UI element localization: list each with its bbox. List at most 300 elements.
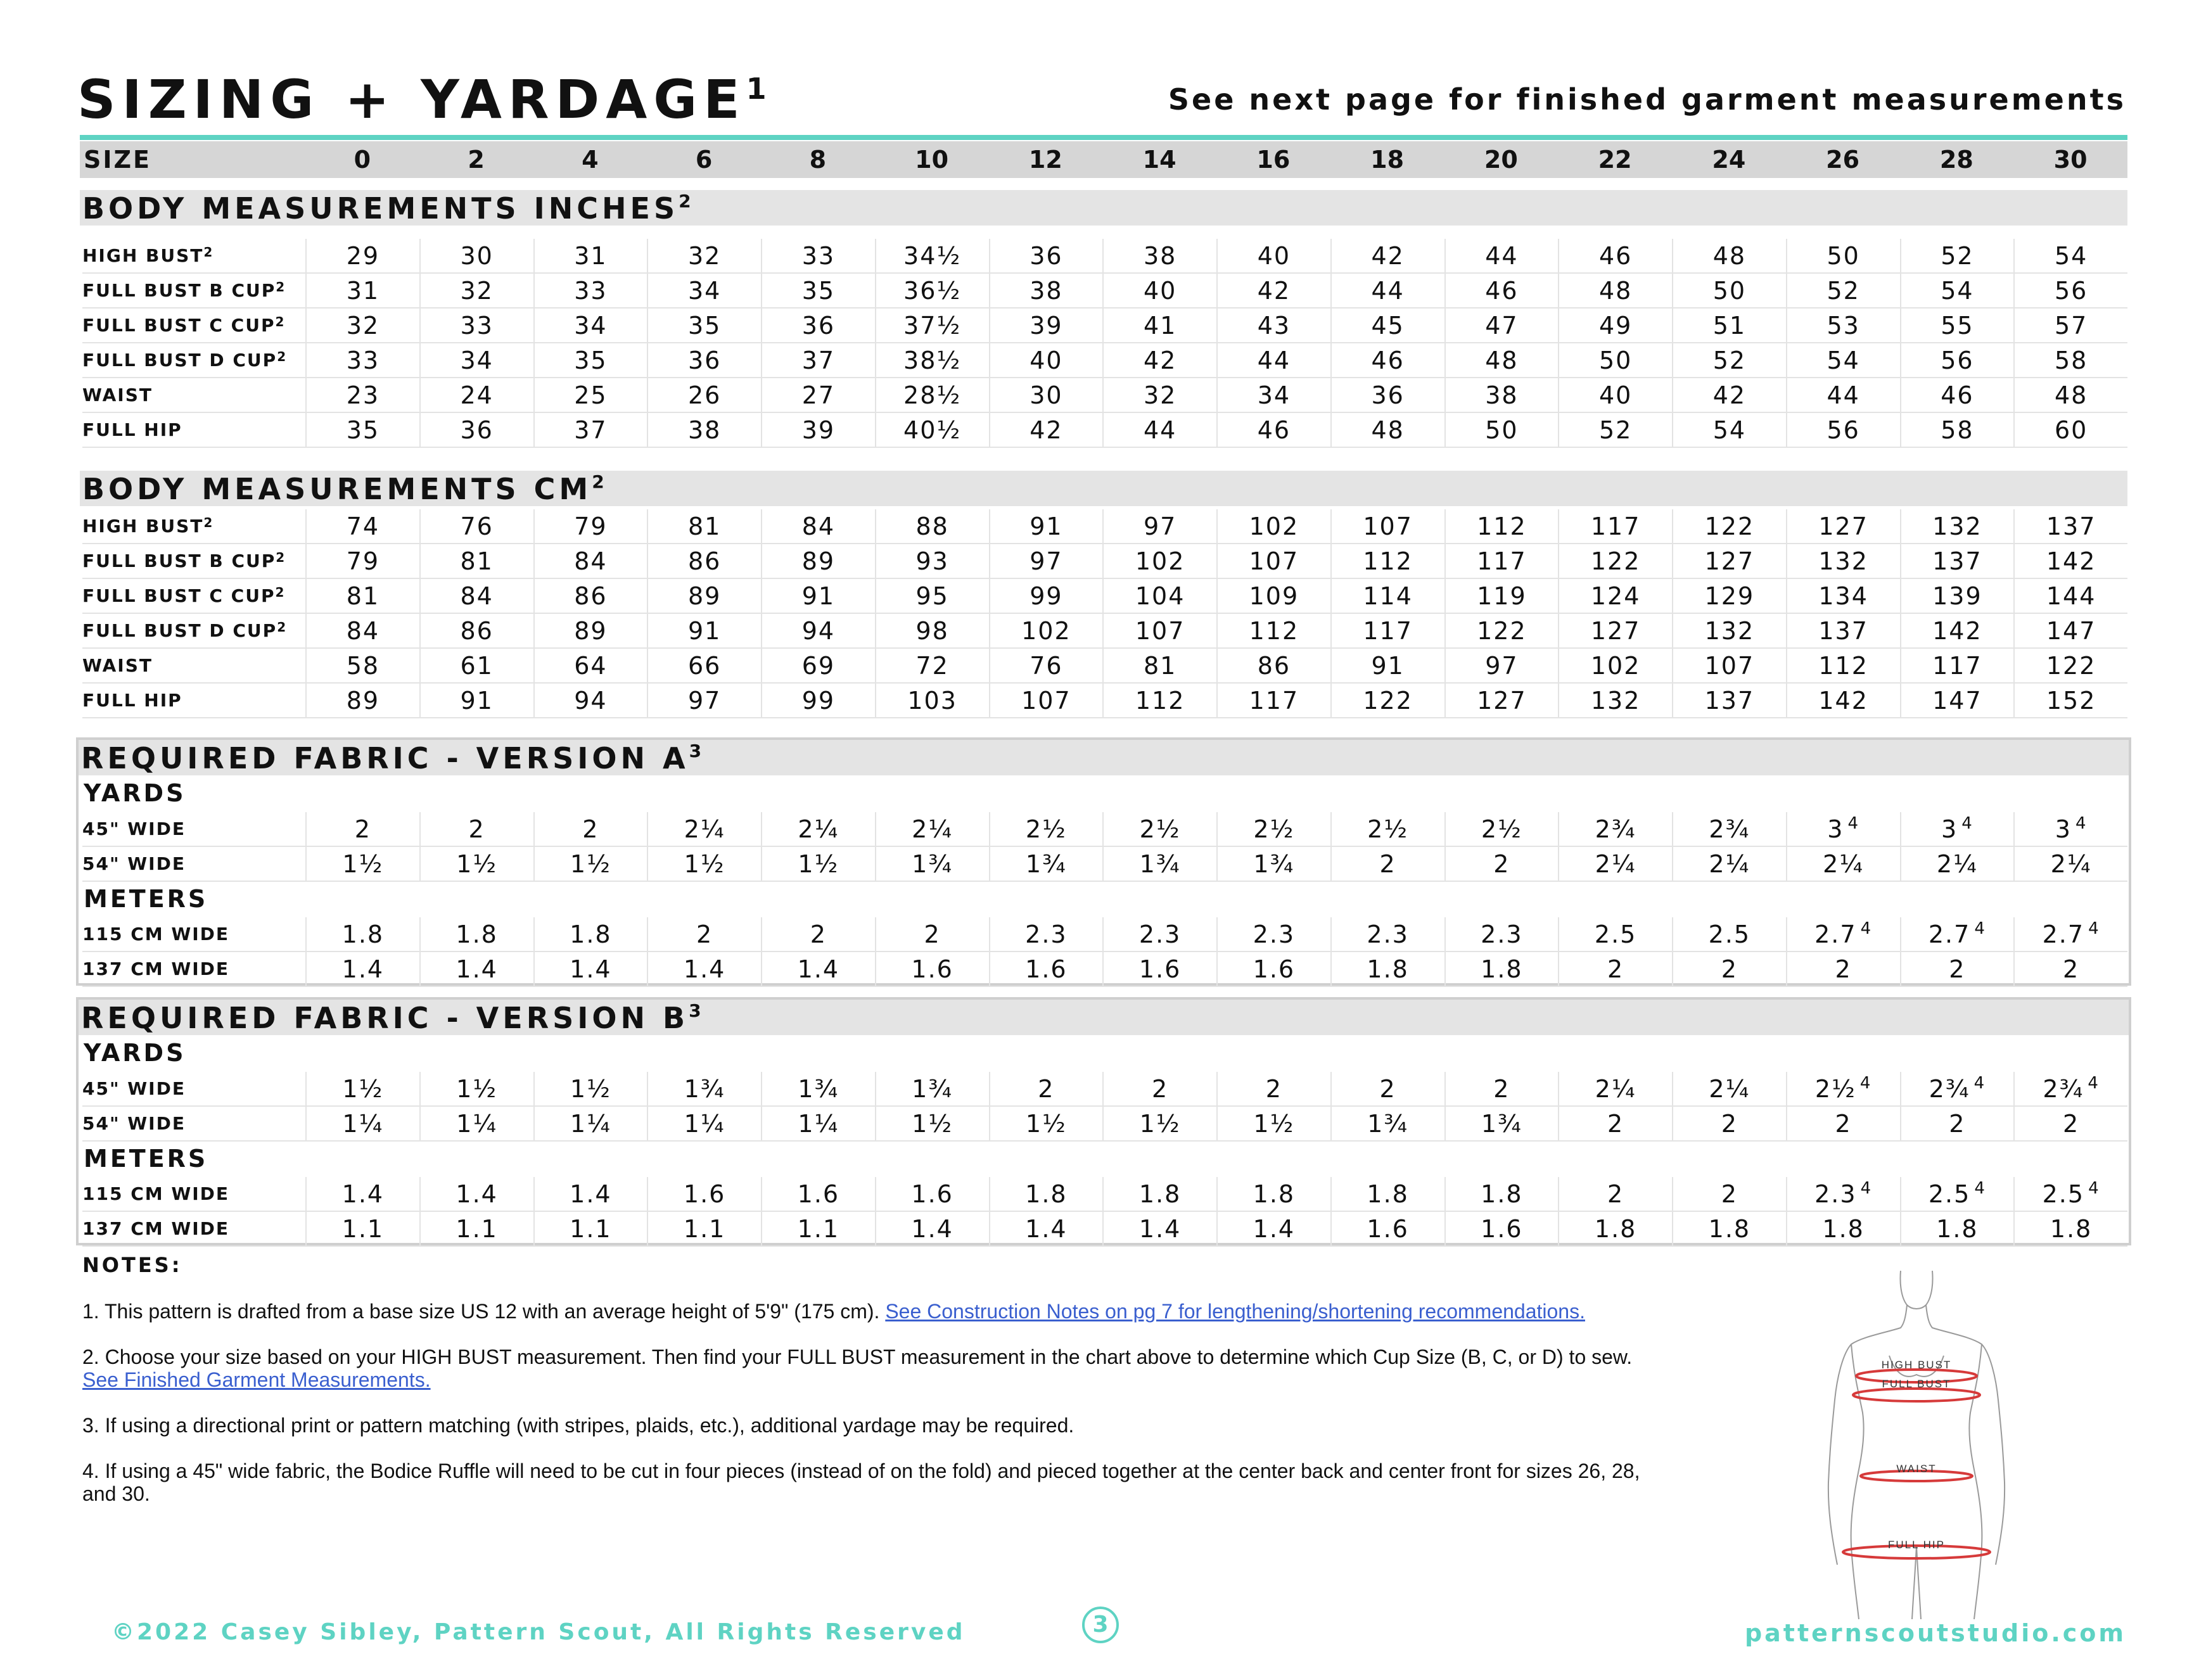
table-cell [1216, 343, 1330, 377]
table-cell [533, 649, 647, 682]
table-cell [989, 544, 1103, 578]
cell-value: 147 [1932, 687, 1982, 715]
table-cell [875, 544, 989, 578]
row-label-text: 54" WIDE [82, 1113, 186, 1134]
table-cell [1900, 544, 2014, 578]
table-cell [1786, 1212, 1900, 1245]
table-cell [1786, 274, 1900, 307]
cell-value: 124 [1590, 582, 1641, 610]
table-cell [305, 684, 419, 717]
cell-value: 1.8 [1594, 1215, 1637, 1243]
table-cell [419, 1107, 533, 1140]
cell-value: 51 [1712, 312, 1747, 340]
website-link[interactable]: patternscoutstudio.com [1744, 1619, 2126, 1647]
table-cell [875, 239, 989, 272]
cell-value: 81 [460, 547, 494, 575]
full-bust-label: FULL BUST [1882, 1378, 1951, 1390]
cell-value: 38 [687, 416, 722, 444]
table-cell [533, 917, 647, 951]
version-a-heading [79, 740, 2129, 775]
cell-value: 1.8 [1253, 1180, 1296, 1208]
table-cell [989, 309, 1103, 342]
table-cell [1444, 378, 1559, 412]
cell-value: 37 [801, 347, 836, 374]
cell-value: 44 [1485, 242, 1519, 270]
table-cell [419, 917, 533, 951]
cell-value: 1.8 [2050, 1215, 2093, 1243]
cell-value: 84 [460, 582, 494, 610]
table-cell [1216, 413, 1330, 447]
size-header-cell: 8 [809, 146, 827, 174]
table-cell [875, 579, 989, 613]
table-row [82, 1072, 2127, 1107]
table-cell [761, 1177, 875, 1211]
body-measurement-figure [1812, 1267, 2021, 1622]
table-cell [2013, 917, 2127, 951]
cell-value: 41 [1143, 312, 1177, 340]
table-cell [989, 509, 1103, 543]
cell-value: 1¾ [684, 1075, 725, 1103]
table-cell [1444, 274, 1559, 307]
table-cell [1102, 1072, 1216, 1105]
row-label [82, 550, 305, 571]
cell-footnote: 4 [2088, 1179, 2100, 1198]
table-cell [1330, 812, 1444, 846]
cell-value: 97 [687, 687, 722, 715]
size-header-cell: 18 [1370, 146, 1405, 174]
row-cells [305, 1212, 2127, 1245]
table-cell [1444, 1072, 1559, 1105]
cell-value: 2.3 [1025, 920, 1068, 948]
cell-value: 1.6 [1481, 1215, 1523, 1243]
cell-value: 76 [460, 512, 494, 540]
table-cell [1672, 509, 1786, 543]
table-cell [533, 847, 647, 881]
row-label-text: 45" WIDE [82, 1078, 186, 1099]
finished-garment-link[interactable]: See Finished Garment Measurements. [82, 1368, 431, 1391]
table-cell [1672, 1072, 1786, 1105]
table-cell [989, 413, 1103, 447]
cell-value: 127 [1818, 512, 1868, 540]
table-cell [1558, 952, 1672, 986]
size-header-row [80, 141, 2127, 178]
cell-value: 1½ [456, 850, 498, 878]
table-cell [1330, 614, 1444, 647]
table-cell [1672, 684, 1786, 717]
cell-value: 66 [687, 652, 722, 680]
table-cell [1102, 274, 1216, 307]
table-cell [305, 509, 419, 543]
table-cell [647, 917, 761, 951]
cell-value: 2¼ [912, 815, 953, 843]
title-footnote: 1 [746, 72, 767, 106]
cell-value: 94 [574, 687, 608, 715]
header-rule [80, 135, 2127, 140]
table-cell [647, 847, 761, 881]
cell-value: 2½ [1814, 1075, 1856, 1103]
size-header-cell: 24 [1712, 146, 1746, 174]
table-row [82, 684, 2127, 718]
cell-value: 1½ [342, 850, 384, 878]
table-cell [1330, 1072, 1444, 1105]
table-cell [419, 413, 533, 447]
cell-value: 42 [1257, 277, 1291, 305]
row-cells [305, 509, 2127, 543]
table-cell [2013, 1212, 2127, 1245]
row-label-footnote: 2 [275, 314, 286, 329]
cell-value: 2.7 [1814, 920, 1857, 948]
table-cell [1558, 579, 1672, 613]
cell-value: 1.8 [341, 920, 385, 948]
cell-value: 142 [2046, 547, 2096, 575]
table-cell [761, 509, 875, 543]
cell-value: 45 [1371, 312, 1405, 340]
table-cell [305, 1177, 419, 1211]
table-cell [875, 509, 989, 543]
cell-value: 1¾ [1367, 1110, 1409, 1138]
table-cell [875, 1212, 989, 1245]
cell-value: 1¾ [1139, 850, 1181, 878]
cell-value: 33 [346, 347, 380, 374]
table-cell [761, 579, 875, 613]
table-cell [2013, 413, 2127, 447]
row-label [82, 958, 305, 979]
table-cell [533, 274, 647, 307]
table-cell [1444, 239, 1559, 272]
body-inches-heading [80, 190, 2127, 226]
cell-value: 34 [687, 277, 722, 305]
table-cell [761, 1072, 875, 1105]
table-cell [647, 1177, 761, 1211]
cell-value: 30 [460, 242, 494, 270]
cell-value: 107 [1021, 687, 1071, 715]
cell-value: 39 [1030, 312, 1063, 340]
table-cell [1102, 309, 1216, 342]
table-cell [305, 413, 419, 447]
table-cell [1558, 413, 1672, 447]
row-label-footnote: 2 [277, 620, 288, 635]
cell-footnote: 4 [1847, 814, 1859, 833]
row-label [82, 245, 305, 266]
table-cell [1216, 952, 1330, 986]
cell-value: 1.8 [1025, 1180, 1068, 1208]
table-cell [1216, 812, 1330, 846]
cell-value: 88 [915, 512, 949, 540]
cell-value: 40 [1143, 277, 1177, 305]
table-cell [1444, 413, 1559, 447]
table-cell [1330, 847, 1444, 881]
cell-value: 1¼ [342, 1110, 384, 1138]
cell-value: 69 [801, 652, 836, 680]
cell-footnote: 4 [1860, 1179, 1873, 1198]
table-cell [419, 847, 533, 881]
table-cell [1330, 579, 1444, 613]
page-title [77, 68, 767, 130]
cell-value: 44 [1827, 381, 1860, 409]
cell-value: 26 [687, 381, 722, 409]
construction-notes-link[interactable]: See Construction Notes on pg 7 for lengthening/shortening recommendations. [885, 1300, 1585, 1323]
cell-value: 107 [1249, 547, 1299, 575]
cell-value: 137 [1704, 687, 1755, 715]
table-cell [875, 378, 989, 412]
table-cell [1786, 684, 1900, 717]
table-cell [647, 1107, 761, 1140]
cell-value: 50 [1598, 347, 1633, 374]
table-cell [1786, 309, 1900, 342]
cell-value: 2 [1607, 1110, 1624, 1138]
table-cell [875, 343, 989, 377]
cell-value: 48 [1712, 242, 1747, 270]
cell-value: 1.8 [1367, 1180, 1409, 1208]
cell-value: 89 [801, 547, 836, 575]
table-cell [305, 1107, 419, 1140]
table-cell [1900, 1107, 2014, 1140]
table-cell [647, 684, 761, 717]
table-cell [1558, 1072, 1672, 1105]
cell-value: 91 [801, 582, 836, 610]
cell-value: 48 [1371, 416, 1405, 444]
cell-value: 2 [1721, 1110, 1738, 1138]
table-cell [2013, 847, 2127, 881]
table-cell [1672, 378, 1786, 412]
cell-footnote: 4 [2075, 814, 2088, 833]
table-cell [1102, 1177, 1216, 1211]
table-cell [2013, 239, 2127, 272]
cell-value: 2 [582, 815, 599, 843]
table-cell [647, 1212, 761, 1245]
table-cell [1672, 309, 1786, 342]
cell-value: 29 [346, 242, 380, 270]
cell-value: 38 [1485, 381, 1519, 409]
row-label [82, 620, 305, 641]
table-cell [1786, 614, 1900, 647]
cell-value: 1.6 [683, 1180, 726, 1208]
cell-value: 2.3 [1367, 920, 1409, 948]
table-cell [1672, 239, 1786, 272]
table-cell [761, 1107, 875, 1140]
table-cell [533, 239, 647, 272]
cell-value: 81 [1143, 652, 1177, 680]
row-label [82, 315, 305, 336]
cell-value: 91 [460, 687, 494, 715]
row-label-text: FULL BUST B CUP [82, 550, 276, 571]
row-label-text: HIGH BUST [82, 245, 204, 266]
table-cell [1900, 309, 2014, 342]
cell-value: 91 [1371, 652, 1405, 680]
table-cell [989, 378, 1103, 412]
table-cell [1444, 309, 1559, 342]
cell-value: 1¾ [798, 1075, 839, 1103]
table-cell [647, 309, 761, 342]
cell-value: 122 [1477, 617, 1527, 645]
cell-value: 50 [1485, 416, 1519, 444]
row-label [82, 1078, 305, 1099]
table-cell [875, 309, 989, 342]
row-cells [305, 274, 2127, 307]
page-number: 3 [1082, 1607, 1119, 1643]
cell-value: 142 [1818, 687, 1868, 715]
cell-value: 58 [346, 652, 380, 680]
table-cell [1216, 239, 1330, 272]
row-label-text: FULL HIP [82, 690, 182, 711]
cell-value: 114 [1363, 582, 1413, 610]
table-cell [2013, 684, 2127, 717]
cell-value: 2 [1835, 1110, 1852, 1138]
cell-value: 2 [696, 920, 713, 948]
table-cell [1330, 343, 1444, 377]
page-title-text: SIZING + YARDAGE [77, 68, 746, 130]
row-cells [305, 917, 2127, 951]
table-cell [1330, 544, 1444, 578]
row-label-text: FULL BUST D CUP [82, 350, 277, 371]
size-header-cell: 28 [1939, 146, 1973, 174]
table-cell [2013, 649, 2127, 682]
cell-value: 1¾ [1253, 850, 1295, 878]
table-cell [305, 579, 419, 613]
table-cell [1102, 1212, 1216, 1245]
note-3: 3. If using a directional print or pattern matching (with stripes, plaids, etc.), additional yardage may be required. [82, 1414, 1074, 1437]
row-label [82, 585, 305, 606]
table-cell [1330, 413, 1444, 447]
cell-value: 2 [1379, 850, 1396, 878]
table-cell [1444, 343, 1559, 377]
cell-value: 117 [1363, 617, 1413, 645]
cell-value: 2 [1493, 1075, 1510, 1103]
row-label [82, 385, 305, 405]
table-cell [1786, 343, 1900, 377]
cell-value: 2¾ [1595, 815, 1636, 843]
cell-value: 1¼ [798, 1110, 839, 1138]
table-cell [989, 274, 1103, 307]
cell-value: 42 [1030, 416, 1063, 444]
table-cell [1672, 544, 1786, 578]
version-b-meters-label: METERS [84, 1145, 208, 1173]
cell-value: 57 [2054, 312, 2088, 340]
table-cell [2013, 952, 2127, 986]
table-cell [533, 544, 647, 578]
table-cell [989, 1177, 1103, 1211]
table-cell [761, 309, 875, 342]
table-cell [1444, 649, 1559, 682]
table-cell [1102, 952, 1216, 986]
row-cells [305, 309, 2127, 342]
cell-value: 1.8 [1822, 1215, 1865, 1243]
cell-value: 39 [801, 416, 836, 444]
row-label-footnote: 2 [276, 279, 286, 295]
table-row [82, 812, 2127, 847]
table-cell [1786, 378, 1900, 412]
table-cell [1900, 614, 2014, 647]
cell-value: 2 [1379, 1075, 1396, 1103]
table-cell [1444, 1107, 1559, 1140]
table-cell [1444, 1177, 1559, 1211]
cell-value: 1.6 [911, 1180, 953, 1208]
table-cell [305, 274, 419, 307]
cell-value: 58 [1941, 416, 1974, 444]
cell-value: 91 [687, 617, 722, 645]
cell-value: 35 [801, 277, 836, 305]
table-cell [647, 413, 761, 447]
table-cell [1102, 544, 1216, 578]
cell-value: 34 [574, 312, 608, 340]
cell-value: 122 [1590, 547, 1641, 575]
full-bust-line [1853, 1389, 1980, 1401]
note-1 [82, 1300, 1679, 1323]
table-cell [1786, 1107, 1900, 1140]
body-inches-title: BODY MEASUREMENTS INCHES [82, 191, 679, 226]
table-cell [533, 309, 647, 342]
cell-value: 107 [1363, 512, 1413, 540]
table-cell [1558, 917, 1672, 951]
cell-value: 86 [1257, 652, 1291, 680]
cell-value: 2¼ [1936, 850, 1978, 878]
cell-value: 107 [1135, 617, 1185, 645]
table-cell [1444, 812, 1559, 846]
cell-value: 1.6 [1253, 955, 1296, 983]
cell-value: 35 [574, 347, 608, 374]
table-cell [305, 378, 419, 412]
cell-value: 137 [2046, 512, 2096, 540]
table-cell [875, 614, 989, 647]
table-cell [1330, 378, 1444, 412]
table-cell [1786, 847, 1900, 881]
table-cell [647, 1072, 761, 1105]
table-cell [1558, 378, 1672, 412]
table-cell [761, 847, 875, 881]
table-cell [2013, 343, 2127, 377]
table-cell [1102, 812, 1216, 846]
cell-value: 2 [1949, 955, 1966, 983]
table-cell [2013, 509, 2127, 543]
cell-value: 1½ [456, 1075, 498, 1103]
table-cell [1558, 343, 1672, 377]
row-cells [305, 1072, 2127, 1105]
table-row [82, 649, 2127, 684]
note-4: 4. If using a 45" wide fabric, the Bodice Ruffle will need to be cut in four pieces (instead of on the fold) and pieced together at the center back and center front for sizes 26, 28, and 30. [82, 1460, 1640, 1505]
table-cell [1102, 343, 1216, 377]
cell-value: 97 [1030, 547, 1063, 575]
row-label-text: FULL BUST C CUP [82, 585, 276, 606]
table-cell [1444, 544, 1559, 578]
table-cell [647, 812, 761, 846]
table-cell [1786, 544, 1900, 578]
note-1-text: 1. This pattern is drafted from a base size US 12 with an average height of 5'9" (175 cm). [82, 1300, 886, 1323]
cell-value: 132 [1704, 617, 1755, 645]
table-row [82, 952, 2127, 987]
row-label-text: 54" WIDE [82, 853, 186, 874]
cell-value: 33 [801, 242, 836, 270]
table-cell [1216, 1177, 1330, 1211]
cell-value: 1.6 [1025, 955, 1068, 983]
table-cell [419, 239, 533, 272]
cell-value: 1.8 [1936, 1215, 1979, 1243]
cell-footnote: 4 [1973, 1074, 1986, 1093]
version-a-footnote: 3 [689, 741, 702, 761]
table-cell [875, 847, 989, 881]
table-cell [989, 343, 1103, 377]
table-cell [1216, 544, 1330, 578]
table-cell [1216, 684, 1330, 717]
table-cell [2013, 1072, 2127, 1105]
cell-value: 81 [346, 582, 380, 610]
table-cell [2013, 614, 2127, 647]
cell-value: 2¼ [1709, 1075, 1750, 1103]
cell-value: 117 [1477, 547, 1527, 575]
table-cell [1900, 509, 2014, 543]
cell-value: 2 [1721, 1180, 1738, 1208]
cell-value: 2½ [1025, 815, 1067, 843]
table-cell [2013, 378, 2127, 412]
